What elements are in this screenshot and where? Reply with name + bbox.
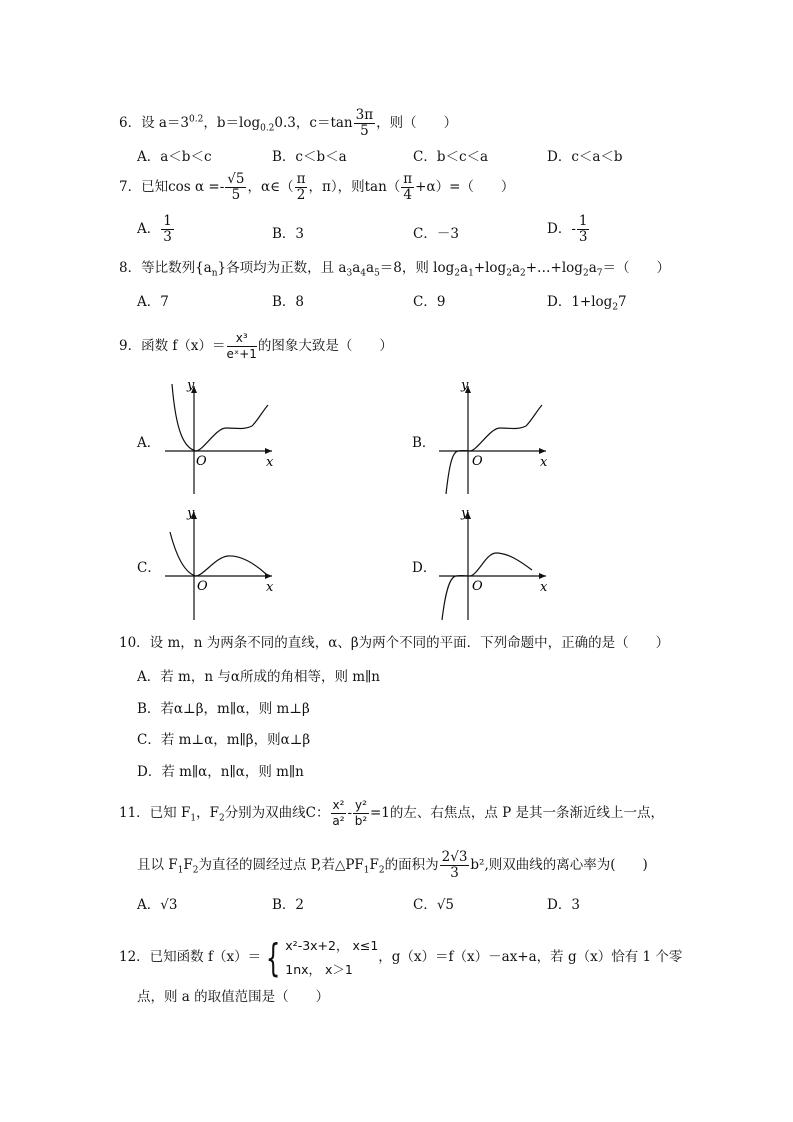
q10-option-c: C．若 m⊥α，m∥β，则α⊥β: [137, 732, 311, 748]
q7-stem: 7．已知cos α =- $\frac{√5}{5}$ ，α∈（ $\frac{\pi}{2}$ ，π），则tan（ $\frac{\pi}{4}$ +α）=（ ）: [119, 171, 515, 203]
origin-label: O: [196, 454, 207, 469]
q7-option-b: B．3: [272, 226, 305, 242]
q8-option-a: A．7: [137, 294, 169, 310]
q9-graph-c: [160, 505, 290, 625]
axis-x-label: x: [266, 455, 274, 470]
axis-y-label: y: [461, 378, 469, 393]
q6-option-d: D．c＜a＜b: [547, 149, 623, 165]
axis-y-label: y: [461, 506, 469, 521]
axis-x-label: x: [540, 580, 548, 595]
q6-stem: 6．设 $a=3^{0.2}$，$b=\log_{0.2}0.3$，c＝tan $\frac{3\pi}{5}$ ，则（ ）: [119, 107, 458, 139]
q9-label-a: A．: [137, 435, 161, 451]
q10-option-d: D．若 m∥α，n∥α，则 m∥n: [137, 764, 304, 780]
q8-option-d: D．$1+\log_27$: [547, 294, 627, 313]
q8-option-b: B．8: [272, 294, 305, 310]
q12-line2: 点，则 a 的取值范围是（ ）: [137, 989, 330, 1005]
q8-stem: 8．等比数列$\{a_n\}$各项均为正数，且 $a_3a_4a_5=8$，则 $\log_2a_1+\log_2a_2+\dots+\log_2a_7=$（ ）: [119, 260, 670, 279]
q7-option-a: A． $\frac{1}{3}$: [137, 213, 172, 245]
q10-option-a: A．若 m，n 与α所成的角相等，则 m∥n: [137, 669, 380, 685]
q9-label-d: D．: [412, 560, 437, 576]
q6-fraction: $\frac{3\pi}{5}$: [355, 107, 374, 139]
q10-option-b: B．若α⊥β，m∥α，则 m⊥β: [137, 701, 310, 717]
q11-option-c: C．√5: [413, 897, 455, 913]
q9-label-b: B．: [412, 435, 436, 451]
q6-option-c: C．b＜c＜a: [413, 149, 489, 165]
q8-option-c: C．9: [413, 294, 446, 310]
q6-option-b: B．c＜b＜a: [272, 149, 347, 165]
origin-label: O: [472, 579, 483, 594]
q11-option-d: D．3: [547, 897, 580, 913]
brace-icon: {: [265, 935, 281, 980]
q6-option-a: A．a＜b＜c: [137, 149, 212, 165]
q11-option-b: B．2: [272, 897, 305, 913]
q11-stem: 11．已知 $F_1$，$F_2$分别为双曲线C： $\frac{\text{x²}}{\text{a²}}$ - $\frac{\text{y²}}{\text{b²}}$ =1的左、右焦点，点 P 是其一条渐近线上一点，: [119, 798, 665, 828]
axis-x-label: x: [266, 580, 274, 595]
q12-stem: 12．已知函数 f（x）＝ { x²-3x+2， x≤1 1nx， x＞1 ，g（x）＝f（x）－ax+a，若 g（x）恰有 1 个零: [119, 935, 683, 980]
origin-label: O: [197, 579, 208, 594]
q7-option-d: D．- $\frac{1}{3}$: [547, 213, 588, 245]
q9-label-c: C．: [137, 560, 161, 576]
origin-label: O: [472, 454, 483, 469]
q7-option-c: C．－3: [413, 226, 459, 242]
axis-x-label: x: [540, 455, 548, 470]
q9-stem: 9．函数 f（x）＝ $\frac{\text{x³}}{\text{eˣ+1}}$ 的图象大致是（ ）: [119, 331, 393, 361]
axis-y-label: y: [187, 506, 195, 521]
q11-option-a: A．√3: [137, 897, 178, 913]
q9-graph-a: [160, 372, 290, 497]
axis-y-label: y: [187, 378, 195, 393]
q10-stem: 10．设 m，n 为两条不同的直线，α、β为两个不同的平面．下列命题中，正确的是（ ）: [119, 635, 670, 651]
q9-graph-d: [434, 505, 564, 625]
q9-graph-b: [434, 372, 564, 497]
q11-line2: 且以 $F_1F_2$为直径的圆经过点 P,若$\triangle PF_1F_2$的面积为 $\frac{2√3}{3}$ b²,则双曲线的离心率为( ): [137, 849, 648, 881]
